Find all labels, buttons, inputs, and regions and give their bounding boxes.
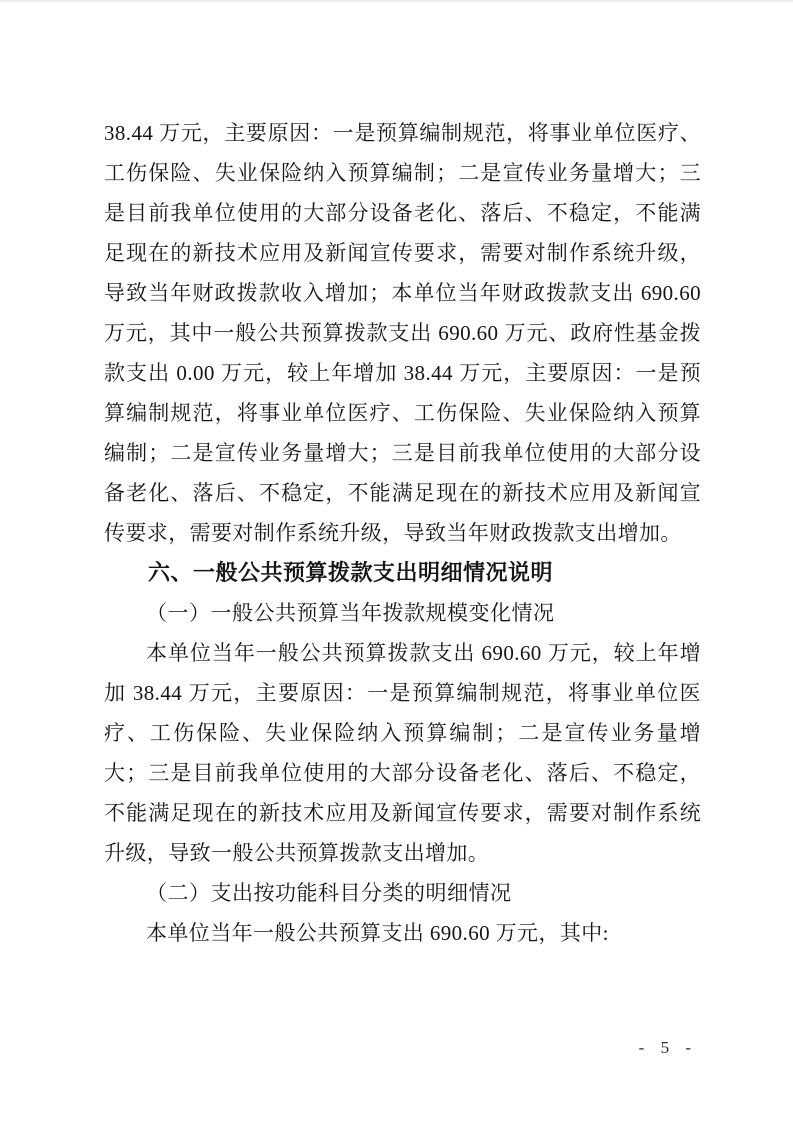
page-content [104,113,701,953]
page-number: - 5 - [638,1038,697,1057]
continuation-paragraph: 38.44 万元，主要原因：一是预算编制规范，将事业单位医疗、工伤保险、失业保险纳入预算编制；二是宣传业务量增大；三是目前我单位使用的大部分设备老化、落后、不稳定，不能满足现在的新技术应用及新闻宣传要求，需要对制作系统升级，导致当年财政拨款收入增加；本单位当年财政拨款支出 690.60 万元，其中一般公共预算拨款支出 690.60 万元、政府性基金拨款支出 0.00 万元，较上年增加 38.44 万元，主要原因：一是预算编制规范，将事业单位医疗、工伤保险、失业保险纳入预算编制；二是宣传业务量增大；三是目前我单位使用的大部分设备老化、落后、不稳定，不能满足现在的新技术应用及新闻宣传要求，需要对制作系统升级，导致当年财政拨款支出增加。 [104,121,701,545]
subsection-one-paragraph: 本单位当年一般公共预算拨款支出 690.60 万元，较上年增加 38.44 万元，主要原因：一是预算编制规范，将事业单位医疗、工伤保险、失业保险纳入预算编制；二是宣传业务量增大；三是目前我单位使用的大部分设备老化、落后、不稳定，不能满足现在的新技术应用及新闻宣传要求，需要对制作系统升级，导致一般公共预算拨款支出增加。 [104,641,701,865]
subsection-two-paragraph: 本单位当年一般公共预算支出 690.60 万元，其中: [146,921,609,945]
subsection-one-heading: （一）一般公共预算当年拨款规模变化情况 [146,601,555,625]
scan-edge-line [0,0,793,2]
subsection-two-heading: （二）支出按功能科目分类的明细情况 [146,881,512,905]
section-heading-six: 六、一般公共预算拨款支出明细情况说明 [148,560,554,585]
